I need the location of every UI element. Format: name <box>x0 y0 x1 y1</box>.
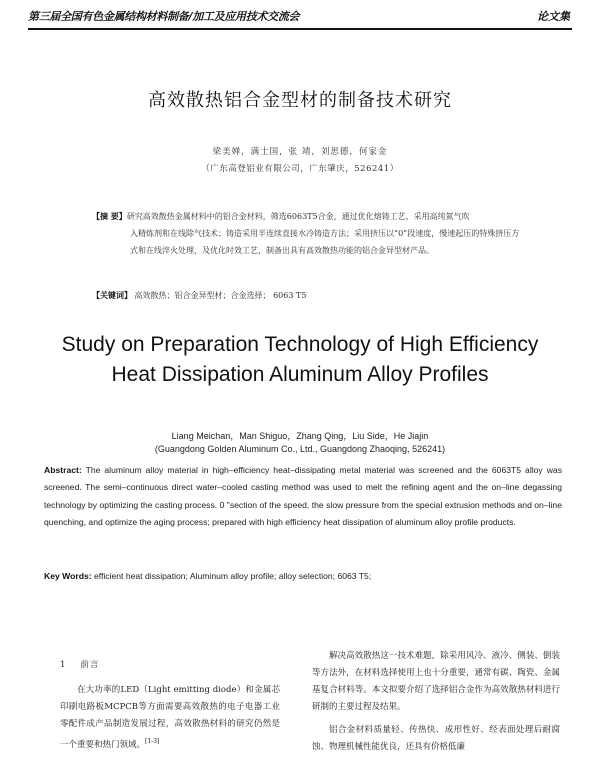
chinese-keywords-label: 【关键词】 <box>92 290 132 300</box>
english-affiliation: (Guangdong Golden Aluminum Co., Ltd., Guangdong Zhaoqing, 526241) <box>154 444 446 454</box>
chinese-abstract-line1: 研究高效散热金属材料中的铝合金材料，筛选6063T5合金，通过优化熔铸工艺，采用高纯氮气吹 <box>126 212 470 221</box>
intro-paragraph <box>60 682 280 754</box>
body-left-column <box>60 657 280 754</box>
chinese-abstract <box>92 208 522 259</box>
english-abstract-text: The aluminum alloy material in high–efficiency heat–dissipating metal material was screened and the 6063T5 alloy was screened. The semi–continuous direct water–cooled casting method was used to melt the refining agent and the on–line degassing technology by optimizing the casting process. 0 "section of the speed, the slow pressure from the special extrusion methods and on–line quenching, and optimize the aging process; prepared with high efficiency heat dissipation of aluminum alloy profile products. <box>44 465 563 528</box>
running-header <box>0 0 600 30</box>
chinese-abstract-rest: 入精炼剂和在线除气技术；铸造采用半连续直接水冷铸造方法；采用挤压以“0”段速度，慢速起压的特殊挤压方式和在线淬火处理，及优化时效工艺，制备出具有高效散热功能的铝合金异型材产品。 <box>130 229 520 255</box>
english-title-line1: Study on Preparation Technology of High Efficiency <box>61 333 539 356</box>
english-authors: Liang Meichan，Man Shiguo，Zhang Qing，Liu Side，He Jiajin <box>171 431 429 441</box>
section-title: 前言 <box>80 660 100 670</box>
section-heading <box>60 657 280 674</box>
chinese-affiliation: （广东高登铝业有限公司，广东肇庆，526241） <box>201 164 399 174</box>
body-right-column <box>312 648 560 762</box>
conference-title: 第三届全国有色金属结构材料制备/加工及应用技术交流会 <box>28 10 300 23</box>
english-title-line2: Heat Dissipation Aluminum Alloy Profiles <box>111 363 489 386</box>
english-title <box>0 330 600 390</box>
chinese-keywords <box>92 290 522 301</box>
chinese-abstract-label: 【摘 要】 <box>92 211 127 221</box>
citation: [1-3] <box>145 738 160 745</box>
chinese-authors: 梁美婵，满士国，张 靖，刘思德，何家金 <box>212 147 388 157</box>
english-abstract-label: Abstract: <box>44 465 82 475</box>
english-keywords-text: efficient heat dissipation; Aluminum alloy profile; alloy selection; 6063 T5; <box>93 571 372 581</box>
chinese-keywords-text: 高效散热；铝合金异型材；合金选择； 6063 T5 <box>134 291 307 300</box>
right-paragraph-2: 铝合金材料质量轻、传热快、成形性好、经表面处理后耐腐蚀、物理机械性能优良，还具有价格低廉 <box>312 725 560 752</box>
intro-paragraph-text: 在大功率的LED（Light emitting diode）和金属芯印刷电路板MCPCB等方面需要高效散热的电子电器工业零配件成产品制造发展过程，高效散热材料的研究仍然是一个重要和热门领域。 <box>60 685 280 750</box>
chinese-title: 高效散热铝合金型材的制备技术研究 <box>148 90 452 111</box>
section-label: 论文集 <box>537 10 570 23</box>
english-keywords <box>44 571 562 581</box>
english-keywords-label: Key Words: <box>44 571 92 581</box>
section-number: 1 <box>60 660 67 670</box>
right-paragraph-1: 解决高效散热这一技术难题，除采用风冷、液冷、侧装、倒装等方法外，在材料选择使用上也十分重要，通常有碳、陶瓷、金属基复合材料等。本文拟要介绍了选择铝合金作为高效散热材料进行研制的主要过程及结果。 <box>312 651 560 712</box>
header-rule <box>28 28 572 30</box>
english-abstract <box>44 462 562 532</box>
